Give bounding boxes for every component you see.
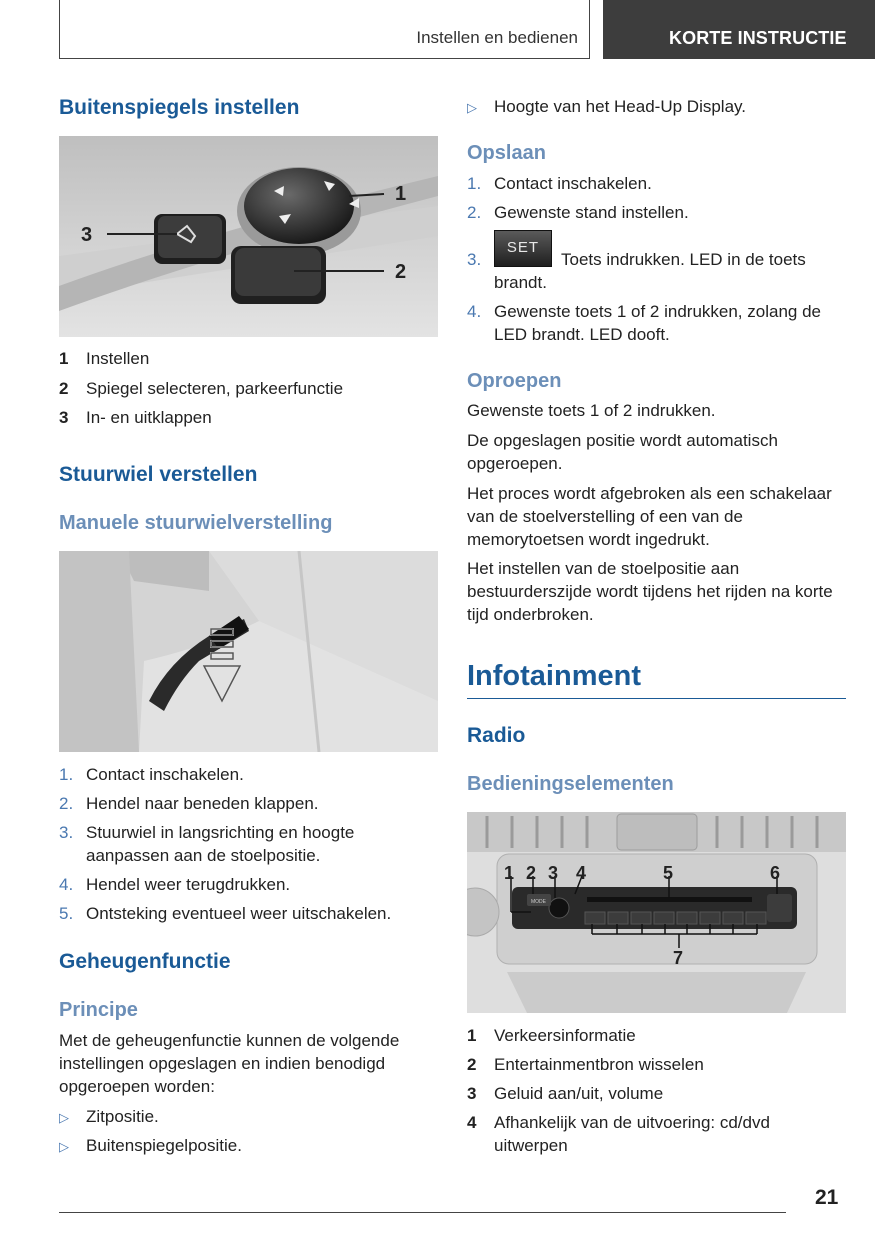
steering-lever-image [59, 551, 438, 752]
legend-number: 2 [59, 379, 69, 398]
memory-subtitle: Principe [59, 999, 138, 1021]
steering-subtitle: Manuele stuurwielverstelling [59, 512, 333, 534]
controls-title: Bedieningselementen [467, 773, 674, 795]
legend-number: 2 [467, 1055, 477, 1074]
steering-step [59, 763, 439, 786]
legend-number: 3 [467, 1084, 477, 1103]
radio-controls-image [467, 812, 846, 1013]
legend-number: 4 [467, 1113, 477, 1132]
step-text: Stuurwiel in langsrichting en hoogte aanpassen aan de stoelpositie. [86, 823, 355, 865]
steering-step [59, 792, 439, 815]
radio-label-1: 1 [504, 863, 515, 883]
radio-label-5: 5 [663, 863, 674, 883]
legend-text: Afhankelijk van de uitvoering: cd/dvd uitwerpen [494, 1113, 770, 1155]
infotainment-title: Infotainment [467, 660, 641, 692]
mirror-control-illustration [59, 136, 438, 337]
steering-step [59, 873, 439, 896]
steering-title: Stuurwiel verstellen [59, 463, 258, 486]
legend-text: Verkeersinformatie [494, 1026, 636, 1045]
save-step [467, 172, 847, 195]
footer-rule [59, 1212, 786, 1213]
radio-controls-illustration [467, 812, 846, 1013]
radio-legend-item [467, 1024, 847, 1047]
memory-bullet [59, 1134, 439, 1157]
recall-paragraph: Het instellen van de stoelpositie aan bestuurderszijde wordt tijdens het rijden na korte tijd onderbroken. [467, 559, 833, 624]
header-tab-label: KORTE INSTRUCTIE [669, 28, 847, 48]
radio-legend-item [467, 1053, 847, 1076]
step-number: 1. [59, 765, 74, 784]
memory-bullet [59, 1105, 439, 1128]
legend-text: Geluid aan/uit, volume [494, 1084, 664, 1103]
radio-legend-item [467, 1082, 847, 1105]
page-number: 21 [815, 1186, 839, 1209]
bullet-text: Hoogte van het Head-Up Display. [494, 97, 746, 116]
recall-title: Oproepen [467, 370, 562, 392]
save-step [467, 201, 847, 224]
mirror-legend-item [59, 406, 439, 429]
legend-number: 3 [59, 408, 69, 427]
radio-legend-item [467, 1111, 847, 1157]
bullet-text: Zitpositie. [86, 1107, 159, 1126]
step-text: Ontsteking eventueel weer uitschakelen. [86, 904, 392, 923]
mirror-legend-item [59, 377, 439, 400]
radio-label-2: 2 [526, 863, 537, 883]
legend-text: Spiegel selecteren, parkeerfunctie [86, 379, 344, 398]
step-text: Contact inschakelen. [86, 765, 244, 784]
header-tab [603, 0, 875, 59]
step-text: Gewenste stand instellen. [494, 203, 689, 222]
step-number: 3. [59, 823, 74, 842]
mirror-label-2: 2 [395, 261, 407, 283]
radio-label-6: 6 [770, 863, 781, 883]
save-step [467, 300, 847, 346]
bullet-text: Buitenspiegelpositie. [86, 1136, 242, 1155]
step-number: 1. [467, 174, 482, 193]
legend-number: 1 [59, 349, 69, 368]
header-frame [59, 0, 590, 59]
mirror-label-3: 3 [81, 224, 93, 246]
step-text: Hendel naar beneden klappen. [86, 794, 319, 813]
step-number: 3. [467, 250, 482, 269]
legend-text: In- en uitklappen [86, 408, 212, 427]
memory-intro: Met de geheugenfunctie kunnen de volgende instellingen opgeslagen en indien benodigd opgeroepen worden: [59, 1031, 400, 1096]
steering-step [59, 902, 439, 925]
mirror-legend-item [59, 347, 439, 370]
step-number: 2. [59, 794, 74, 813]
step-text: Contact inschakelen. [494, 174, 652, 193]
legend-text: Entertainmentbron wisselen [494, 1055, 704, 1074]
radio-label-4: 4 [576, 863, 587, 883]
steering-lever-illustration [59, 551, 438, 752]
step-number: 5. [59, 904, 74, 923]
steering-step [59, 821, 439, 867]
legend-number: 1 [467, 1026, 477, 1045]
infotainment-rule [467, 698, 846, 699]
mirror-control-image [59, 136, 438, 337]
bullet-marker: ▷ [467, 100, 477, 115]
recall-paragraph: De opgeslagen positie wordt automatisch opgeroepen. [467, 431, 778, 473]
radio-label-7: 7 [673, 948, 684, 968]
mirror-label-1: 1 [395, 183, 407, 205]
memory-title: Geheugenfunctie [59, 950, 231, 973]
mirrors-title: Buitenspiegels instellen [59, 96, 300, 119]
bullet-marker: ▷ [59, 1139, 69, 1154]
step-text: Hendel weer terugdrukken. [86, 875, 291, 894]
step-number: 2. [467, 203, 482, 222]
memory-bullet-hud [467, 95, 847, 118]
header-section-title: Instellen en bedienen [416, 28, 578, 47]
recall-paragraph: Gewenste toets 1 of 2 indrukken. [467, 401, 716, 420]
step-number: 4. [467, 302, 482, 321]
step-text: Toets indrukken. LED in de toets brandt. [494, 250, 806, 292]
save-step [467, 239, 847, 294]
panel-mode-text: MODE [531, 899, 546, 905]
radio-title: Radio [467, 724, 526, 747]
recall-paragraph: Het proces wordt afgebroken als een schakelaar van de stoelverstelling of een van de memorytoetsen wordt ingedrukt. [467, 484, 832, 549]
set-button-icon: SET [494, 230, 552, 267]
save-title: Opslaan [467, 142, 546, 164]
radio-label-3: 3 [548, 863, 559, 883]
bullet-marker: ▷ [59, 1110, 69, 1125]
legend-text: Instellen [86, 349, 150, 368]
step-text: Gewenste toets 1 of 2 indrukken, zolang de LED brandt. LED dooft. [494, 302, 821, 344]
step-number: 4. [59, 875, 74, 894]
